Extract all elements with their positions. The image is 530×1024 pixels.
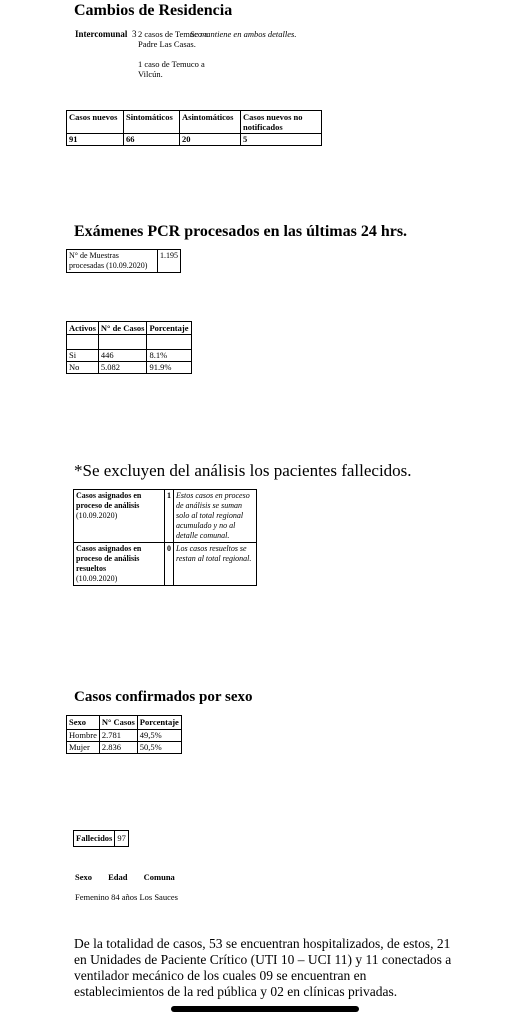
residencia-title: Cambios de Residencia — [74, 2, 233, 19]
activos-header: N° de Casos — [98, 322, 147, 335]
asignados-note: Estos casos en proceso de análisis se suman solo al total regional acumulado y no al detalle comunal. — [174, 490, 257, 543]
activos-label: Si — [67, 350, 99, 362]
casos-value: 66 — [124, 134, 180, 146]
table-row — [74, 543, 257, 586]
table-row — [74, 490, 257, 543]
intercomunal-note: Se mantiene en ambos detalles. — [190, 29, 297, 39]
sexo-pct: 49,5% — [137, 730, 181, 742]
sexo-title: Casos confirmados por sexo — [74, 689, 253, 705]
sexo-table — [66, 715, 182, 754]
activos-casos: 446 — [98, 350, 147, 362]
casos-value: 91 — [67, 134, 124, 146]
sexo-casos: 2.781 — [99, 730, 137, 742]
fallecidos-table — [73, 830, 129, 847]
pcr-title: Exámenes PCR procesados en las últimas 24 hrs. — [74, 223, 408, 240]
sexo-label: Mujer — [67, 742, 100, 754]
sexo-casos: 2.836 — [99, 742, 137, 754]
casos-value: 5 — [241, 134, 322, 146]
casos-header: Casos nuevos no notificados — [241, 111, 322, 134]
intercomunal-detail-2: 1 caso de Temuco a Vilcún. — [138, 59, 205, 79]
asignados-label — [74, 543, 165, 586]
casos-header: Casos nuevos — [67, 111, 124, 134]
casos-value: 20 — [180, 134, 241, 146]
casos-nuevos-table — [66, 110, 322, 146]
exclusion-note: *Se excluyen del análisis los pacientes fallecidos. — [74, 461, 412, 480]
asignados-date: (10.09.2020) — [76, 574, 118, 583]
asignados-value: 0 — [165, 543, 174, 586]
fallecidos-row: Femenino 84 años Los Sauces — [75, 892, 178, 902]
asignados-label-bold: Casos asignados en proceso de análisis resueltos — [76, 544, 142, 573]
home-indicator[interactable] — [171, 1006, 359, 1012]
summary-paragraph: De la totalidad de casos, 53 se encuentran hospitalizados, de estos, 21 en Unidades de Paciente Crítico (UTI 10 – UCI 11) y 11 conectados a ventilador mecánico de los cuales 09 se encuentran en establecimientos de la red pública y 02 en clínicas privadas. — [74, 936, 452, 999]
asignados-date: (10.09.2020) — [76, 511, 118, 520]
intercomunal-detail-1: 2 casos de Temuco a Padre Las Casas. — [138, 29, 209, 49]
asignados-table — [73, 489, 257, 586]
intercomunal-count: 3 — [132, 29, 137, 39]
sexo-label: Hombre — [67, 730, 100, 742]
intercomunal-label: Intercomunal — [75, 29, 128, 39]
asignados-label — [74, 490, 165, 543]
fallecidos-value: 97 — [115, 831, 129, 847]
sexo-header: Porcentaje — [137, 716, 181, 730]
table-row — [67, 362, 192, 374]
activos-table — [66, 321, 192, 374]
sexo-header: Sexo — [67, 716, 100, 730]
pcr-table — [66, 249, 181, 273]
sexo-header: N° Casos — [99, 716, 137, 730]
fallecidos-label: Fallecidos — [74, 831, 115, 847]
activos-pct: 91.9% — [147, 362, 191, 374]
activos-pct: 8.1% — [147, 350, 191, 362]
activos-label: No — [67, 362, 99, 374]
fallecidos-header-comuna: Comuna — [143, 872, 175, 882]
table-row — [67, 742, 182, 754]
sexo-pct: 50,5% — [137, 742, 181, 754]
casos-header: Asintomáticos — [180, 111, 241, 134]
fallecidos-header-sexo: Sexo — [75, 872, 92, 882]
table-row — [67, 730, 182, 742]
asignados-value: 1 — [165, 490, 174, 543]
asignados-note: Los casos resueltos se restan al total regional. — [174, 543, 257, 586]
table-row — [67, 350, 192, 362]
asignados-label-bold: Casos asignados en proceso de análisis — [76, 491, 142, 510]
activos-header: Porcentaje — [147, 322, 191, 335]
fallecidos-headers — [75, 872, 189, 882]
pcr-value: 1.195 — [158, 250, 181, 273]
fallecidos-header-edad: Edad — [108, 872, 128, 882]
activos-casos: 5.082 — [98, 362, 147, 374]
activos-header: Activos — [67, 322, 99, 335]
casos-header: Sintomáticos — [124, 111, 180, 134]
pcr-label: N° de Muestras procesadas (10.09.2020) — [67, 250, 158, 273]
